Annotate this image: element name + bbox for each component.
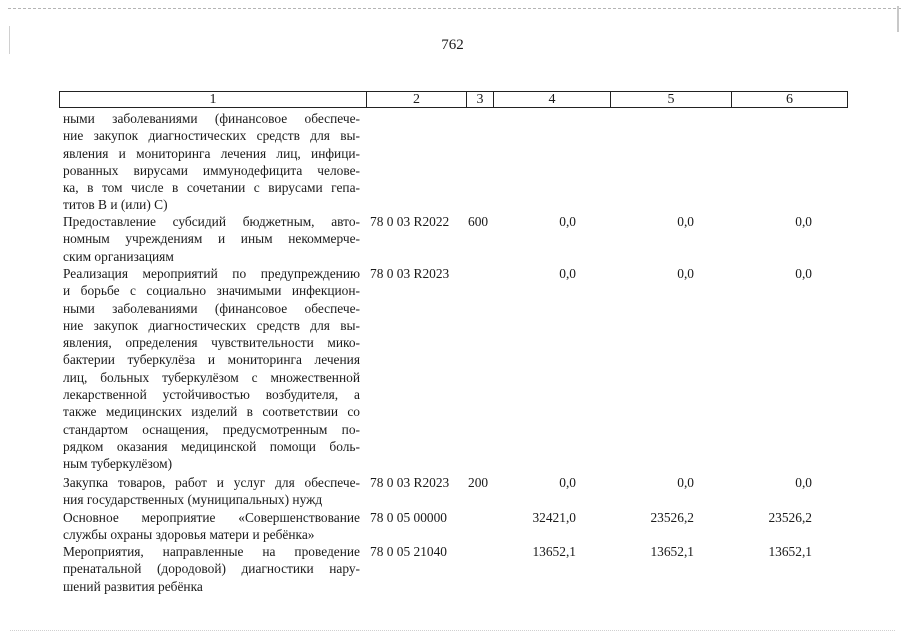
column-header-3: 3: [467, 92, 494, 107]
budget-code: 78 0 03 R2023: [370, 475, 450, 490]
row-description: [63, 509, 360, 544]
description-line: службы охраны здоровья матери и ребёнка»: [63, 527, 315, 543]
description-line: также медицинских изделий в соответствии со: [63, 404, 360, 420]
amount-col6: 23526,2: [768, 510, 812, 525]
description-line: ным туберкулёзом): [63, 456, 173, 472]
description-line: ским организациям: [63, 248, 174, 264]
amount-col5: 0,0: [677, 214, 694, 229]
column-header-4: 4: [494, 92, 611, 107]
column-header-6: 6: [786, 92, 793, 107]
amount-col5: 23526,2: [650, 510, 694, 525]
budget-code: 78 0 05 00000: [370, 510, 447, 525]
column-header-1: 1: [60, 92, 367, 107]
amount-col6: 0,0: [795, 266, 812, 281]
amount-col5: 0,0: [677, 475, 694, 490]
budget-code: 78 0 03 R2022: [370, 214, 450, 229]
description-line: Закупка товаров, работ и услуг для обеспече-: [63, 475, 360, 490]
column-header-5: 5: [611, 92, 732, 107]
description-line: лекарственной устойчивостью возбудителя, а: [63, 387, 360, 403]
amount-col4: 0,0: [559, 266, 576, 281]
description-line: шений развития ребёнка: [63, 578, 203, 594]
description-line: Основное мероприятие «Совершенствование: [63, 510, 360, 525]
expense-type: 600: [468, 214, 489, 229]
table-header-row: [59, 91, 848, 108]
budget-code: 78 0 03 R2023: [370, 266, 450, 281]
description-line: ными заболеваниями (финансовое обеспече-: [63, 111, 360, 126]
column-header-2: 2: [367, 92, 467, 107]
description-line: бактерии туберкулёза и мониторинга лечения: [63, 352, 360, 368]
description-line: стандартом оснащения, предусмотренным по-: [63, 421, 360, 437]
description-line: явления, определения чувствительности мико-: [63, 335, 360, 351]
scan-edge-line: [10, 630, 895, 631]
description-line: Мероприятия, направленные на проведение: [63, 544, 360, 559]
description-line: лиц, больных туберкулёзом с множественной: [63, 369, 360, 385]
description-line: явления и мониторинга лечения лиц, инфици-: [63, 145, 360, 161]
row-description: [63, 213, 360, 265]
description-line: и борьбе с социально значимыми инфекцион-: [63, 283, 360, 299]
row-description: [63, 265, 360, 473]
scan-edge-line: [8, 8, 901, 9]
amount-col4: 0,0: [559, 475, 576, 490]
description-line: пренатальной (дородовой) диагностики нару-: [63, 561, 360, 577]
scan-artifact: [897, 6, 899, 32]
description-line: Предоставление субсидий бюджетным, авто-: [63, 214, 360, 229]
amount-col4: 13652,1: [532, 544, 576, 559]
description-line: Реализация мероприятий по предупреждению: [63, 266, 360, 281]
expense-type: 200: [468, 475, 489, 490]
description-line: рядком оказания медицинской помощи боль-: [63, 438, 360, 454]
amount-col6: 13652,1: [768, 544, 812, 559]
description-line: номным учреждениям и иным некоммерче-: [63, 231, 360, 247]
row-description: [63, 474, 360, 509]
description-line: титов В и (или) С): [63, 197, 168, 213]
budget-code: 78 0 05 21040: [370, 544, 447, 559]
row-description: [63, 110, 360, 214]
amount-col5: 13652,1: [650, 544, 694, 559]
amount-col6: 0,0: [795, 475, 812, 490]
amount-col4: 32421,0: [532, 510, 576, 525]
description-line: ния государственных (муниципальных) нужд: [63, 492, 323, 508]
amount-col4: 0,0: [559, 214, 576, 229]
amount-col6: 0,0: [795, 214, 812, 229]
description-line: ка, в том числе в сочетании с вирусами гепа-: [63, 180, 360, 196]
description-line: ние закупок диагностических средств для вы-: [63, 128, 360, 144]
amount-col5: 0,0: [677, 266, 694, 281]
page-number: 762: [441, 37, 464, 53]
description-line: рованных вирусами иммунодефицита челове-: [63, 162, 360, 178]
description-line: ными заболеваниями (финансовое обеспече-: [63, 300, 360, 316]
description-line: ние закупок диагностических средств для вы-: [63, 317, 360, 333]
row-description: [63, 543, 360, 595]
